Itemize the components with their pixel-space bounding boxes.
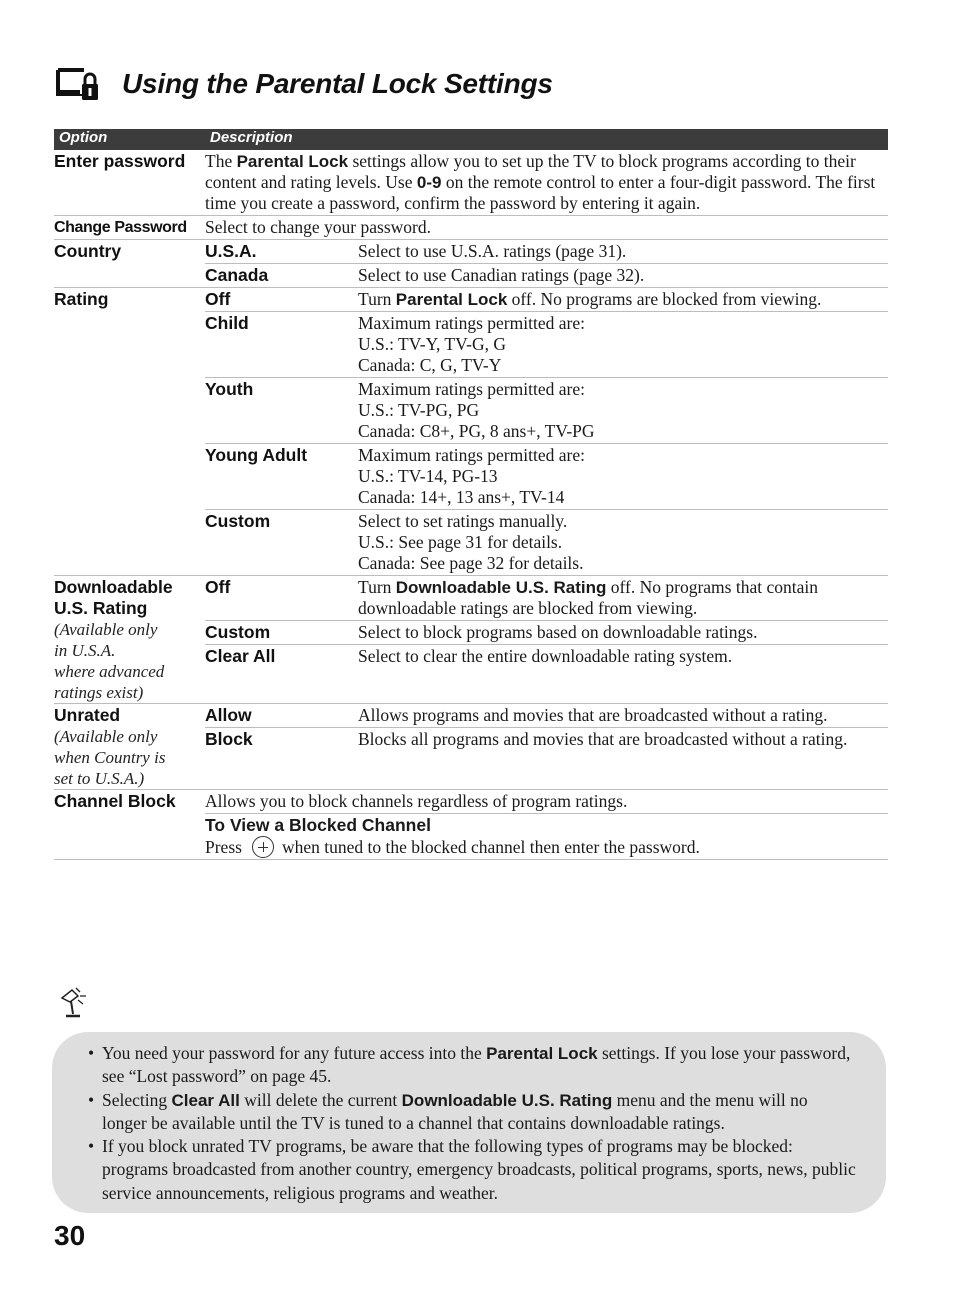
sub-description: Turn Downloadable U.S. Rating off. No programs that contain downloadable ratings are blocked from viewing.	[358, 577, 818, 618]
option-note: ratings exist)	[54, 683, 144, 702]
option-label: Country	[54, 241, 122, 261]
sub-description: Select to set ratings manually. U.S.: See page 31 for details. Canada: See page 32 for details.	[358, 511, 584, 573]
sub-description: Allows programs and movies that are broadcasted without a rating.	[358, 705, 828, 725]
option-note: (Available only	[54, 727, 158, 746]
sub-label: Allow	[205, 705, 252, 725]
table-header	[54, 129, 888, 150]
sub-label: Canada	[205, 265, 269, 285]
sub-description: Select to clear the entire downloadable rating system.	[358, 646, 733, 666]
page-number: 30	[54, 1220, 86, 1251]
sub-row-block	[205, 728, 888, 751]
sub-description: Maximum ratings permitted are: U.S.: TV-Y, TV-G, G Canada: C, G, TV-Y	[358, 313, 585, 375]
sub-label: Young Adult	[205, 445, 308, 465]
option-description: Allows you to block channels regardless of program ratings.	[205, 791, 628, 811]
sub-label: Clear All	[205, 646, 276, 666]
option-label: Rating	[54, 289, 109, 309]
sub-row-off	[205, 288, 888, 312]
row-channel-block	[54, 790, 888, 860]
sub-heading: To View a Blocked Channel	[205, 815, 431, 835]
page-header	[54, 64, 553, 104]
sub-description: Select to use Canadian ratings (page 32).	[358, 265, 645, 285]
tip-item: • Selecting Clear All will delete the current Downloadable U.S. Rating menu and the menu will no longer be available until the TV is tuned to a channel that contains downloadable ratings.	[88, 1089, 856, 1136]
sub-row-child	[205, 312, 888, 378]
option-label: U.S. Rating	[54, 598, 148, 618]
sub-label: Off	[205, 577, 231, 597]
sub-row-custom	[205, 621, 888, 645]
option-note: where advanced	[54, 662, 165, 681]
option-note: in U.S.A.	[54, 641, 116, 660]
sub-label: Child	[205, 313, 249, 333]
page-title: Using the Parental Lock Settings	[122, 68, 553, 99]
enter-button-icon	[252, 836, 274, 858]
option-description: Select to change your password.	[205, 217, 431, 237]
sub-description: Select to use U.S.A. ratings (page 31).	[358, 241, 627, 261]
sub-description: Turn Parental Lock off. No programs are blocked from viewing.	[358, 289, 822, 309]
row-enter-password	[54, 150, 888, 216]
blocked-channel-instructions: To View a Blocked Channel Press when tuned to the blocked channel then enter the password.	[205, 813, 888, 859]
sub-row-allow	[205, 704, 888, 728]
tips-box	[52, 1032, 886, 1213]
sub-label: Off	[205, 289, 231, 309]
row-change-password	[54, 216, 888, 240]
option-label: Downloadable	[54, 577, 173, 597]
row-country	[54, 240, 888, 288]
option-label: Enter password	[54, 151, 186, 171]
parental-lock-table	[54, 129, 888, 860]
sub-label: Custom	[205, 622, 271, 642]
header-option: Option	[59, 129, 108, 146]
sub-label: Block	[205, 729, 253, 749]
tip-item: • You need your password for any future access into the Parental Lock settings. If you lose your password, see “Lost password” on page 45.	[88, 1042, 856, 1089]
sub-label: U.S.A.	[205, 241, 257, 261]
sub-description: Maximum ratings permitted are: U.S.: TV-PG, PG Canada: C8+, PG, 8 ans+, TV-PG	[358, 379, 595, 441]
sub-description: Blocks all programs and movies that are broadcasted without a rating.	[358, 729, 848, 749]
tip-item: • If you block unrated TV programs, be aware that the following types of programs may be blocked: programs broadcasted from another country, emergency broadcasts, political programs, sports, news, public service announcements, religious programs and weather.	[88, 1135, 856, 1205]
row-rating	[54, 288, 888, 576]
row-downloadable-rating	[54, 576, 888, 704]
sub-row-youth	[205, 378, 888, 444]
sub-row-usa	[205, 240, 888, 264]
option-description: The Parental Lock settings allow you to set up the TV to block programs according to their content and rating levels. Use 0-9 on the remote control to enter a four-digit password. The first time you create a password, confirm the password by entering it again.	[205, 151, 876, 213]
tv-lock-icon	[54, 64, 102, 104]
option-label: Channel Block	[54, 791, 176, 811]
sub-label: Custom	[205, 511, 271, 531]
sub-description: Maximum ratings permitted are: U.S.: TV-14, PG-13 Canada: 14+, 13 ans+, TV-14	[358, 445, 585, 507]
sub-row-young-adult	[205, 444, 888, 510]
option-label: Change Password	[54, 219, 187, 236]
sub-row-custom	[205, 510, 888, 575]
sub-row-clear-all	[205, 645, 888, 668]
sub-row-off	[205, 576, 888, 621]
option-label: Unrated	[54, 705, 121, 725]
option-note: when Country is	[54, 748, 166, 767]
row-unrated	[54, 704, 888, 790]
option-note: (Available only	[54, 620, 158, 639]
header-description: Description	[210, 129, 293, 146]
sub-description: Select to block programs based on downloadable ratings.	[358, 622, 758, 642]
sub-label: Youth	[205, 379, 254, 399]
sub-row-canada	[205, 264, 888, 287]
hint-lamp-icon	[56, 986, 96, 1022]
option-note: set to U.S.A.)	[54, 769, 145, 788]
